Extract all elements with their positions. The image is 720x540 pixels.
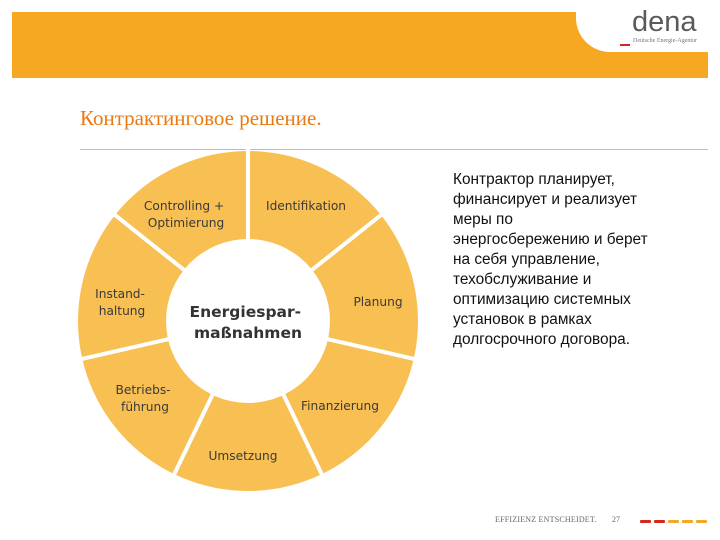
footer-dash [682, 520, 693, 523]
description-line: установок в рамках [453, 311, 592, 328]
description-line: долгосрочного договора. [453, 331, 631, 348]
segment-label-umsetzung: Umsetzung [208, 449, 278, 463]
page-number: 27 [612, 515, 620, 524]
segment-label-finanzierung: Finanzierung [301, 399, 379, 413]
slide-title: Контрактинговое решение. [80, 106, 322, 130]
footer-slogan: EFFIZIENZ ENTSCHEIDET. [495, 515, 597, 524]
description-line: Контрактор планирует, [453, 171, 615, 188]
segment-label-instandhaltung: Instand- haltung [95, 287, 146, 318]
description-line: техобслуживание и [453, 271, 592, 288]
footer-dash [696, 520, 707, 523]
footer-dash [640, 520, 651, 523]
description-line: финансирует и реализует [453, 191, 638, 208]
segment-label-controlling: Controlling + Optimierung [143, 199, 225, 230]
footer-dash [668, 520, 679, 523]
logo-tagline: Deutsche Energie-Agentur [633, 38, 698, 44]
footer-brand-dashes [640, 520, 710, 524]
segment-label-planung: Planung [353, 295, 403, 309]
description-line: меры по [453, 211, 513, 228]
center-label: Energiespar- maßnahmen [189, 303, 302, 342]
description-line: оптимизацию системных [453, 291, 631, 308]
dena-logo: dena [632, 6, 697, 38]
segment-label-identifikation: Identifikation [265, 199, 347, 213]
description-text [453, 170, 703, 350]
segment-label-betriebsfuehrung: Betriebs- führung [115, 383, 171, 414]
footer-dash [654, 520, 665, 523]
description-line: энергосбережению и берет [453, 231, 648, 248]
description-line: на себя управление, [453, 251, 600, 268]
